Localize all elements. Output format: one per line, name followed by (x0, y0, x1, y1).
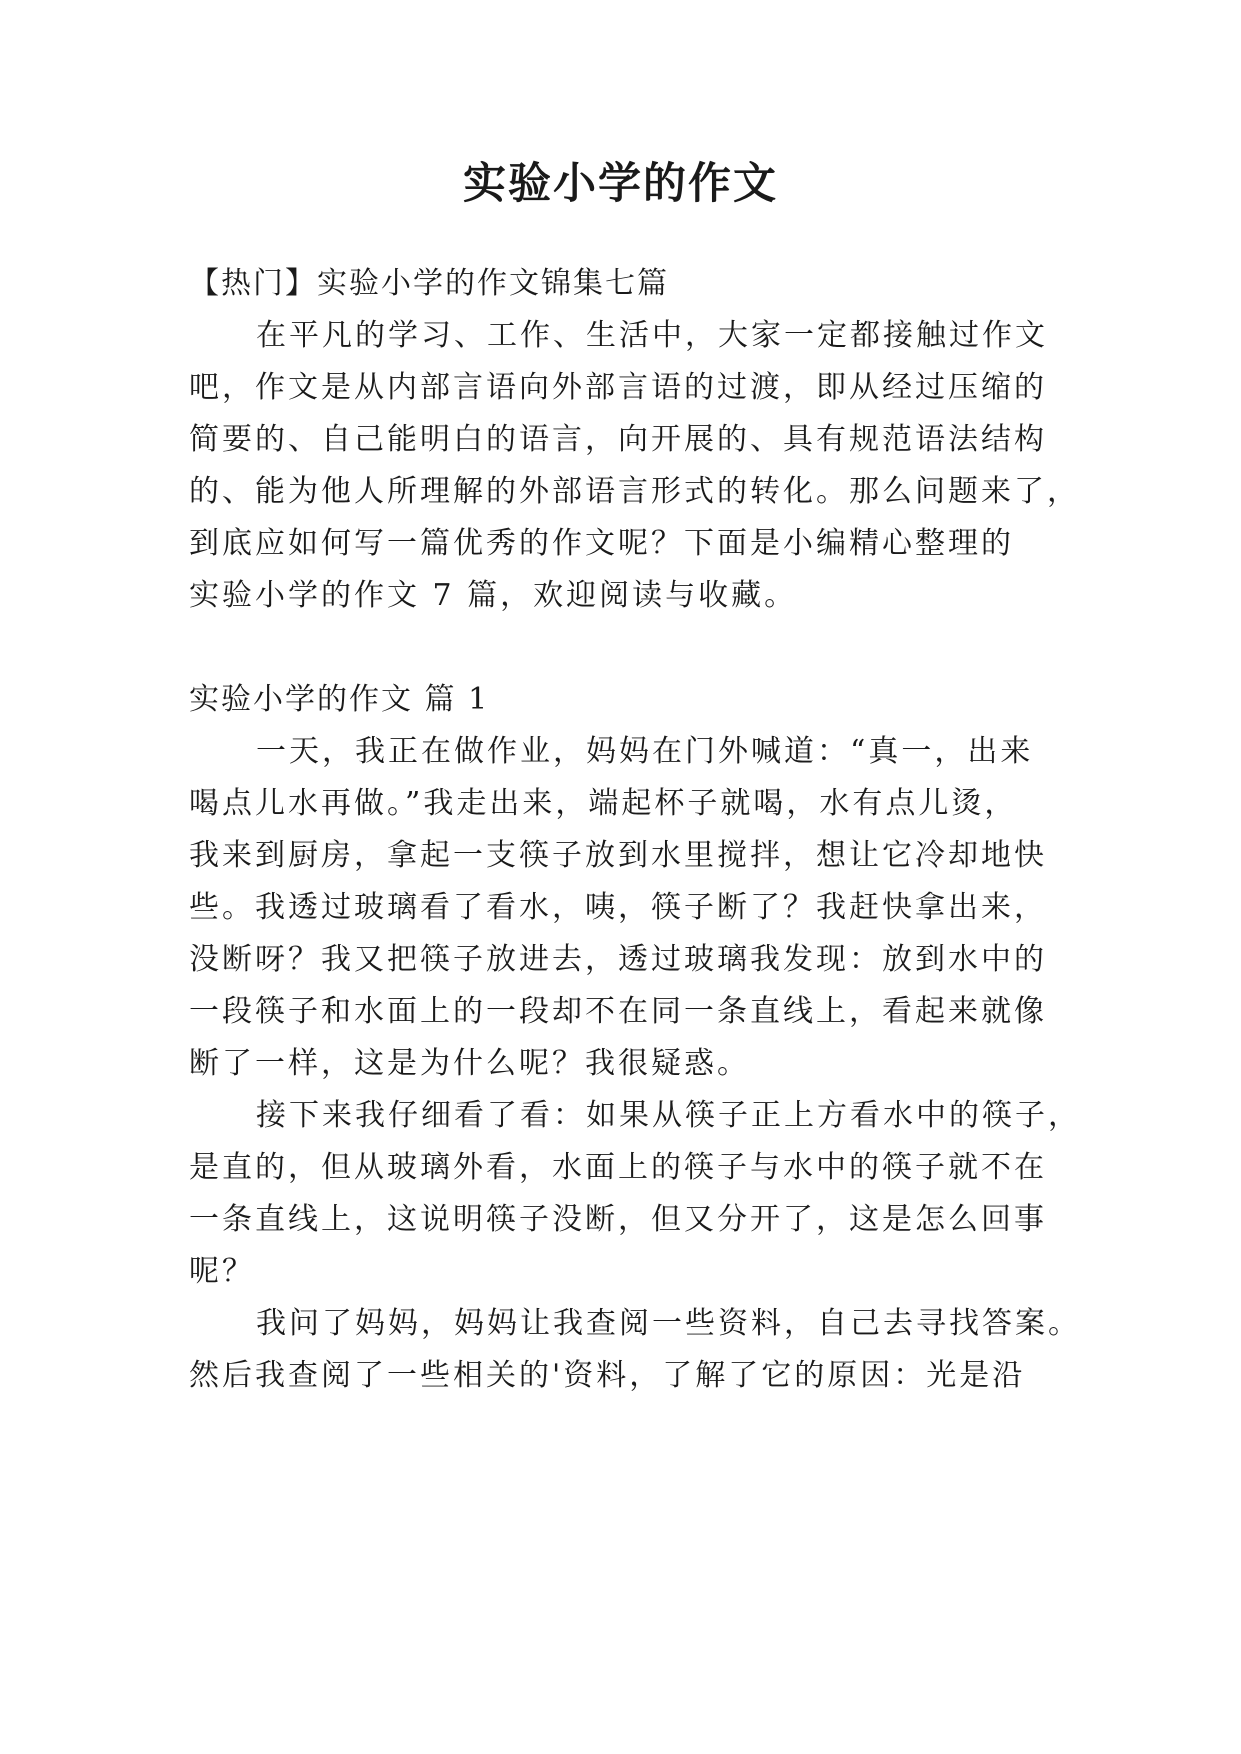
paragraph-line: 我问了妈妈，妈妈让我查阅一些资料，自己去寻找答案。 (256, 1306, 1081, 1341)
paragraph-line: 没断呀？我又把筷子放进去，透过玻璃我发现：放到水中的 (189, 942, 1047, 977)
paragraph-line: 接下来我仔细看了看：如果从筷子正上方看水中的筷子， (256, 1098, 1081, 1133)
paragraph-line: 一段筷子和水面上的一段却不在同一条直线上，看起来就像 (189, 994, 1047, 1029)
paragraph-line: 断了一样，这是为什么呢？我很疑惑。 (189, 1046, 750, 1081)
paragraph-line: 一条直线上，这说明筷子没断，但又分开了，这是怎么回事 (189, 1202, 1047, 1237)
paragraph-line: 一天，我正在做作业，妈妈在门外喊道：“真一，出来 (256, 734, 1034, 769)
paragraph-line: 然后我查阅了一些相关的'资料，了解了它的原因：光是沿 (189, 1358, 1026, 1393)
paragraph-line: 我来到厨房，拿起一支筷子放到水里搅拌，想让它冷却地快 (189, 838, 1047, 873)
intro-line: 吧，作文是从内部言语向外部言语的过渡，即从经过压缩的 (189, 370, 1047, 405)
paragraph-line: 喝点儿水再做。”我走出来，端起杯子就喝，水有点儿烫， (189, 786, 1018, 821)
paragraph-line: 些。我透过玻璃看了看水，咦，筷子断了？我赶快拿出来， (189, 890, 1047, 925)
paragraph-line: 是直的，但从玻璃外看，水面上的筷子与水中的筷子就不在 (189, 1150, 1047, 1185)
section-heading: 实验小学的作文 篇 1 (189, 682, 490, 717)
paragraph-line: 呢？ (189, 1254, 255, 1289)
document-title: 实验小学的作文 (463, 159, 778, 209)
intro-line: 的、能为他人所理解的外部语言形式的转化。那么问题来了， (189, 474, 1080, 509)
intro-line: 到底应如何写一篇优秀的作文呢？下面是小编精心整理的 (189, 526, 1014, 561)
intro-line: 实验小学的作文 7 篇，欢迎阅读与收藏。 (189, 578, 798, 613)
intro-line: 在平凡的学习、工作、生活中，大家一定都接触过作文 (256, 318, 1048, 353)
article-subtitle: 【热门】实验小学的作文锦集七篇 (189, 266, 669, 301)
intro-line: 简要的、自己能明白的语言，向开展的、具有规范语法结构 (189, 422, 1047, 457)
